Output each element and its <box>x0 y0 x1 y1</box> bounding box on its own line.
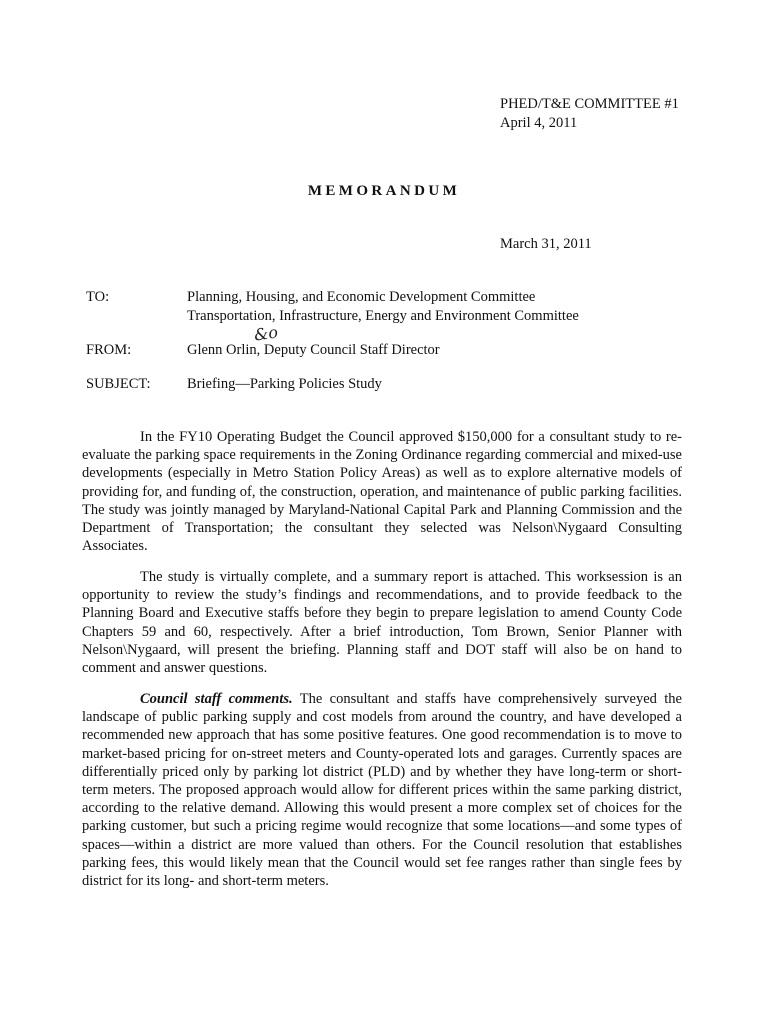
meeting-date: April 4, 2011 <box>500 115 578 131</box>
from-label: FROM: <box>86 342 132 358</box>
from-value: Glenn Orlin, Deputy Council Staff Director <box>187 342 440 358</box>
to-recipient-1: Planning, Housing, and Economic Development Committee <box>187 289 536 305</box>
header-block <box>500 95 679 133</box>
handwritten-initials: &o <box>252 322 280 345</box>
paragraph-3 <box>82 690 682 890</box>
paragraph-3-heading: Council staff comments. <box>140 691 293 707</box>
to-recipient-2: Transportation, Infrastructure, Energy and Environment Committee <box>187 308 579 324</box>
paragraph-2: The study is virtually complete, and a summary report is attached. This worksession is an opportunity to review the study’s findings and recommendations, and to provide feedback to the Planning Board and Executive staffs before they begin to prepare legislation to amend County Code Chapters 59 and 60, respectively. After a brief introduction, Tom Brown, Senior Planner with Nelson\Nygaard, will present the briefing. Planning staff and DOT staff will also be on hand to comment and answer questions. <box>82 569 682 677</box>
subject-value: Briefing—Parking Policies Study <box>187 376 382 392</box>
paragraph-3-text: The consultant and staffs have comprehensively surveyed the landscape of public parking supply and cost models from around the country, and have developed a recommended new approach that has some positive features. One good recommendation is to move to market-based pricing for on-street meters and County-operated lots and garages. Currently spaces are differentially priced only by parking lot district (PLD) and by whether they have long-term or short-term meters. The proposed approach would allow for different prices within the same parking district, according to the relative demand. Allowing this would present a more complex set of choices for the parking customer, but such a pricing regime would recognize that some locations—and some types of spaces—within a district are more valued than others. For the Council resolution that establishes parking fees, this would likely mean that the Council would set fee ranges rather than single fees by district for its long- and short-term meters. <box>82 691 682 890</box>
to-label: TO: <box>86 289 110 305</box>
to-value <box>187 288 579 326</box>
committee-label: PHED/T&E COMMITTEE #1 <box>500 96 679 112</box>
paragraph-1: In the FY10 Operating Budget the Council approved $150,000 for a consultant study to re-evaluate the parking space requirements in the Zoning Ordinance regarding commercial and mixed-use developments (especially in Metro Station Policy Areas) as well as to explore alternative models of providing for, and funding of, the construction, operation, and maintenance of public parking facilities. The study was jointly managed by Maryland-National Capital Park and Planning Commission and the Department of Transportation; the consultant they selected was Nelson\Nygaard Consulting Associates. <box>82 429 682 555</box>
memo-title: MEMORANDUM <box>307 183 461 199</box>
memo-date: March 31, 2011 <box>500 236 592 252</box>
subject-label: SUBJECT: <box>86 376 151 392</box>
